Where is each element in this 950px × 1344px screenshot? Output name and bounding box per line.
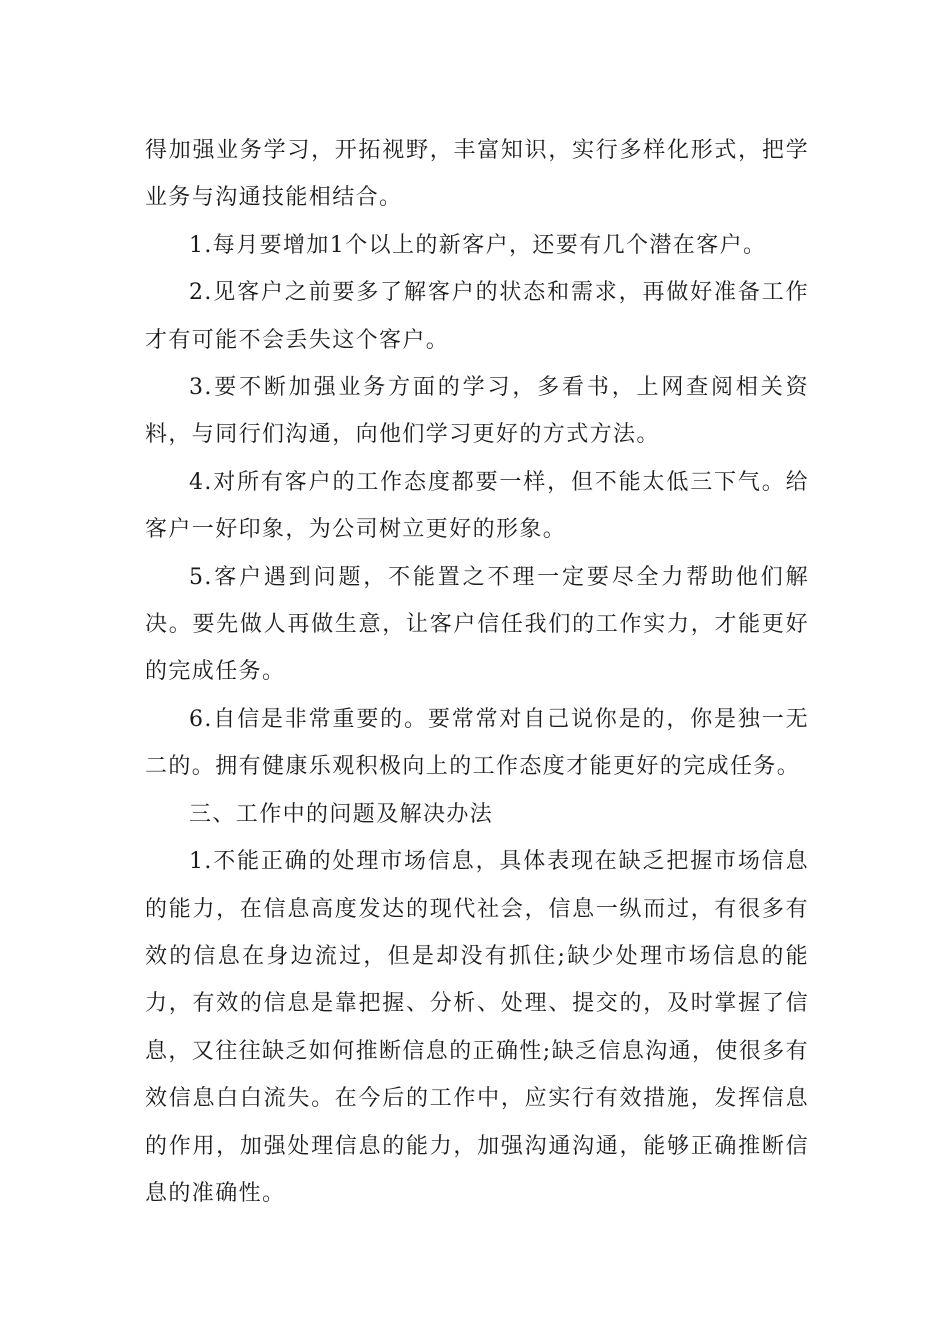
paragraph-continuation: 得加强业务学习，开拓视野，丰富知识，实行多样化形式，把学业务与沟通技能相结合。 — [145, 138, 809, 211]
paragraph-item-2: 2.见客户之前要多了解客户的状态和需求，再做好准备工作才有可能不会丢失这个客户。 — [145, 280, 809, 353]
document-body — [145, 127, 809, 1217]
paragraph-item-1: 1.每月要增加1个以上的新客户，还要有几个潜在客户。 — [189, 232, 767, 258]
paragraph-problem-1: 1.不能正确的处理市场信息，具体表现在缺乏把握市场信息的能力，在信息高度发达的现代社会，信息一纵而过，有很多有效的信息在身边流过，但是却没有抓住;缺少处理市场信息的能力，有效的信息是靠把握、分析、处理、提交的，及时掌握了信息，又往往缺乏如何推断信息的正确性;缺乏信息沟通，使很多有效信息白白流失。在今后的工作中，应实行有效措施，发挥信息的作用，加强处理信息的能力，加强沟通沟通，能够正确推断信息的准确性。 — [145, 849, 810, 1206]
paragraph-item-5: 5.客户遇到问题，不能置之不理一定要尽全力帮助他们解决。要先做人再做生意，让客户信任我们的工作实力，才能更好的完成任务。 — [145, 564, 809, 685]
paragraph-item-4: 4.对所有客户的工作态度都要一样，但不能太低三下气。给客户一好印象，为公司树立更好的形象。 — [145, 469, 809, 543]
section-heading: 三、工作中的问题及解决办法 — [189, 801, 494, 827]
paragraph-item-3: 3.要不断加强业务方面的学习，多看书，上网查阅相关资料，与同行们沟通，向他们学习更好的方式方法。 — [145, 375, 809, 448]
paragraph-item-6: 6.自信是非常重要的。要常常对自己说你是的，你是独一无二的。拥有健康乐观积极向上的工作态度才能更好的完成任务。 — [145, 706, 809, 780]
